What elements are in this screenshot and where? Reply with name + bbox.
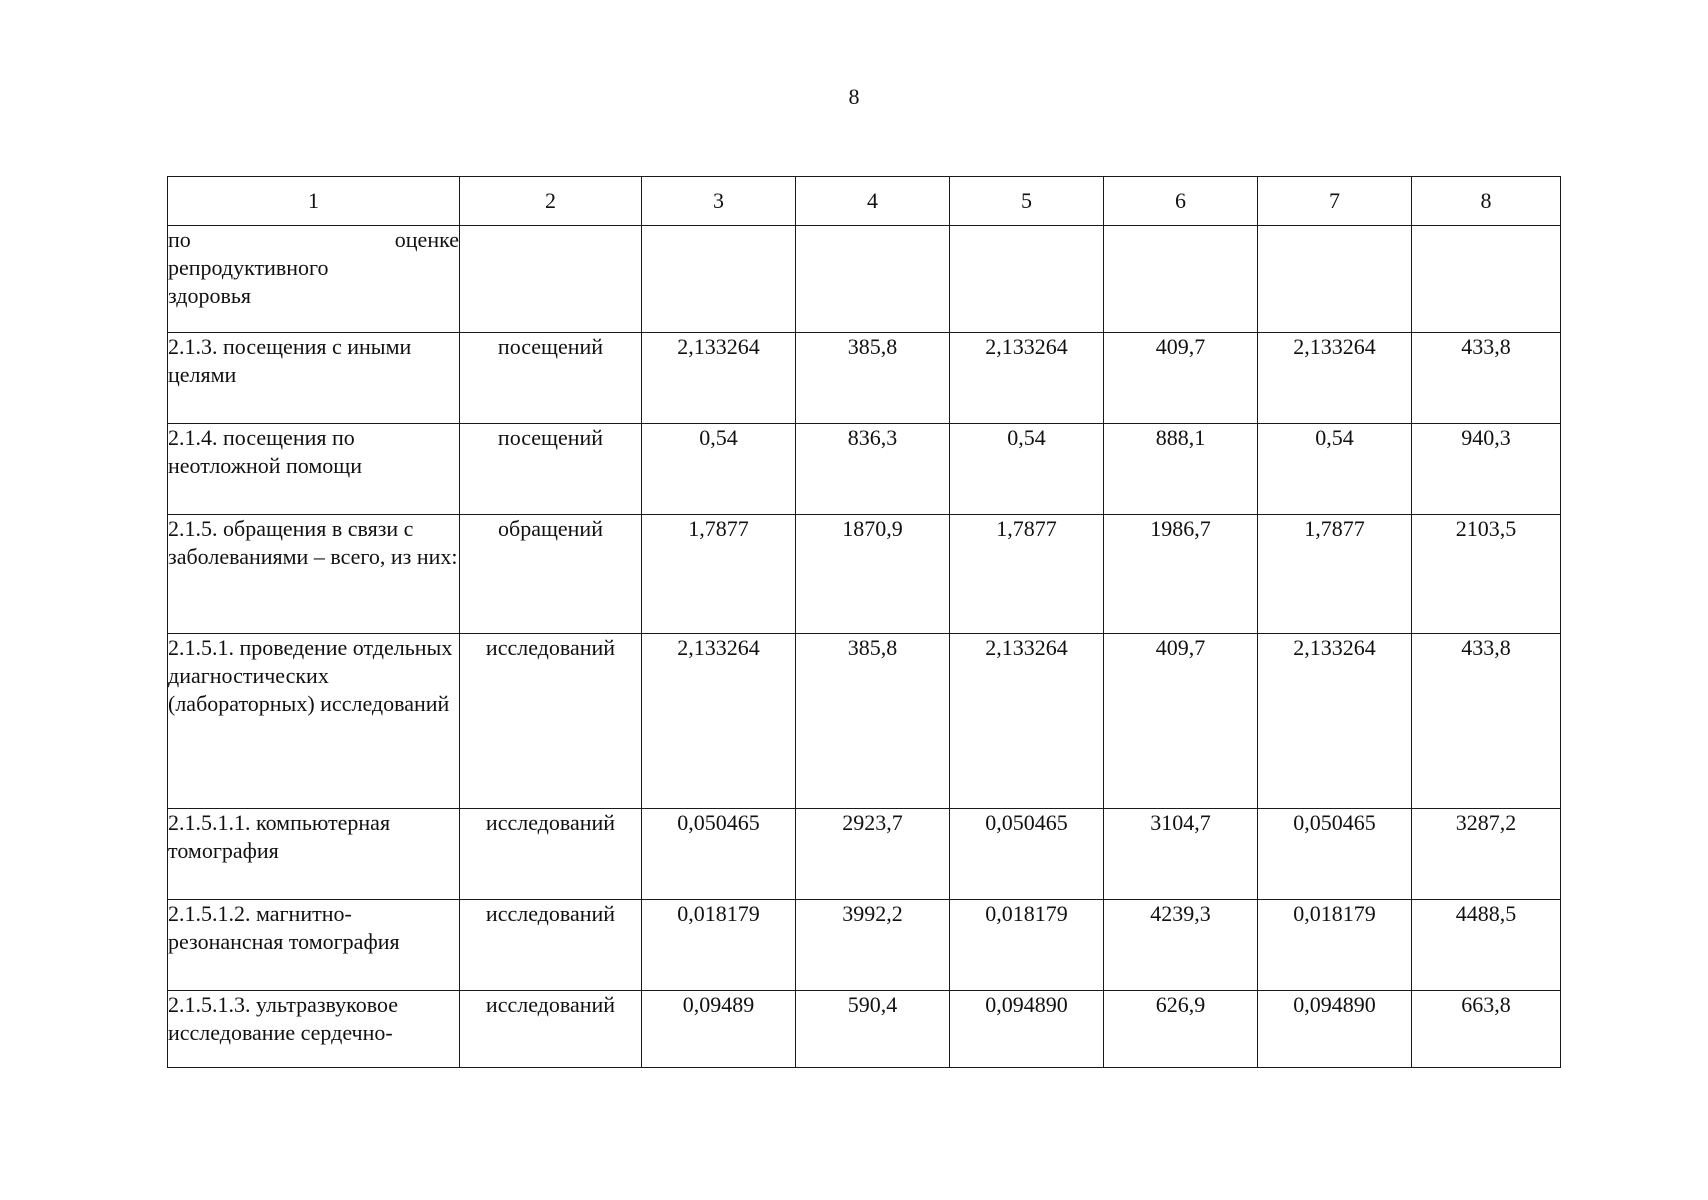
page-number: 8	[848, 84, 860, 109]
row-name-cell: 2.1.4. посещения по неотложной помощи	[168, 424, 460, 515]
row-value-cell: 0,094890	[1258, 991, 1412, 1068]
table-row	[168, 991, 1561, 1068]
row-unit-cell: исследований	[460, 809, 642, 900]
row-value-cell: 3992,2	[796, 900, 950, 991]
row-value-cell: 0,54	[1258, 424, 1412, 515]
row-name-cell: 2.1.5. обращения в связи с заболеваниями – всего, из них:	[168, 515, 460, 634]
row-value-cell: 836,3	[796, 424, 950, 515]
row-value-cell: 433,8	[1412, 333, 1561, 424]
row-name-cell: 2.1.5.1. проведение отдельных диагностических (лабораторных) исследований	[168, 634, 460, 809]
row-value-cell: 0,09489	[642, 991, 796, 1068]
row-value-cell: 626,9	[1104, 991, 1258, 1068]
row-value-cell: 0,050465	[1258, 809, 1412, 900]
row-value-cell	[950, 226, 1104, 333]
row-name-cell: 2.1.5.1.3. ультразвуковое исследование сердечно-	[168, 991, 460, 1068]
row-value-cell: 385,8	[796, 333, 950, 424]
row-unit-cell	[460, 226, 642, 333]
row-value-cell: 4239,3	[1104, 900, 1258, 991]
row-value-cell: 409,7	[1104, 634, 1258, 809]
row-value-cell: 0,54	[950, 424, 1104, 515]
table-row	[168, 900, 1561, 991]
row-value-cell: 2,133264	[950, 634, 1104, 809]
column-header-8: 8	[1412, 177, 1561, 226]
row-value-cell: 2923,7	[796, 809, 950, 900]
row-value-cell	[1412, 226, 1561, 333]
table-row	[168, 634, 1561, 809]
column-header-3: 3	[642, 177, 796, 226]
row-value-cell: 433,8	[1412, 634, 1561, 809]
row-unit-cell: исследований	[460, 900, 642, 991]
row-value-cell: 4488,5	[1412, 900, 1561, 991]
table-row	[168, 226, 1561, 333]
row-value-cell: 2103,5	[1412, 515, 1561, 634]
row-value-cell: 2,133264	[642, 634, 796, 809]
row-value-cell: 590,4	[796, 991, 950, 1068]
column-header-5: 5	[950, 177, 1104, 226]
row-name-word: по	[168, 227, 191, 252]
row-unit-cell: посещений	[460, 333, 642, 424]
row-value-cell: 385,8	[796, 634, 950, 809]
row-name-cell: 2.1.5.1.2. магнитно-резонансная томография	[168, 900, 460, 991]
column-header-4: 4	[796, 177, 950, 226]
row-name-rest: репродуктивного здоровья	[168, 255, 329, 308]
row-value-cell: 2,133264	[950, 333, 1104, 424]
row-value-cell: 409,7	[1104, 333, 1258, 424]
row-value-cell: 3287,2	[1412, 809, 1561, 900]
row-unit-cell: исследований	[460, 634, 642, 809]
row-value-cell	[796, 226, 950, 333]
row-name-first-line	[168, 226, 459, 254]
row-value-cell: 3104,7	[1104, 809, 1258, 900]
row-value-cell: 940,3	[1412, 424, 1561, 515]
row-name-cell	[168, 226, 460, 333]
row-value-cell	[642, 226, 796, 333]
tariff-table	[167, 176, 1561, 1068]
table-row	[168, 515, 1561, 634]
table-row	[168, 424, 1561, 515]
table-row	[168, 809, 1561, 900]
row-value-cell: 663,8	[1412, 991, 1561, 1068]
header-row	[168, 177, 1561, 226]
row-value-cell	[1104, 226, 1258, 333]
column-header-7: 7	[1258, 177, 1412, 226]
row-value-cell: 1,7877	[950, 515, 1104, 634]
row-name-word: оценке	[394, 227, 459, 252]
row-unit-cell: обращений	[460, 515, 642, 634]
column-header-6: 6	[1104, 177, 1258, 226]
row-value-cell	[1258, 226, 1412, 333]
row-value-cell: 0,54	[642, 424, 796, 515]
row-value-cell: 0,094890	[950, 991, 1104, 1068]
column-header-2: 2	[460, 177, 642, 226]
column-header-1: 1	[168, 177, 460, 226]
row-value-cell: 0,018179	[950, 900, 1104, 991]
row-value-cell: 888,1	[1104, 424, 1258, 515]
row-value-cell: 1986,7	[1104, 515, 1258, 634]
row-value-cell: 0,018179	[642, 900, 796, 991]
row-value-cell: 0,018179	[1258, 900, 1412, 991]
row-value-cell: 0,050465	[642, 809, 796, 900]
row-unit-cell: посещений	[460, 424, 642, 515]
table-row	[168, 333, 1561, 424]
row-value-cell: 2,133264	[642, 333, 796, 424]
row-value-cell: 1,7877	[1258, 515, 1412, 634]
row-name-cell: 2.1.3. посещения с иными целями	[168, 333, 460, 424]
row-value-cell: 2,133264	[1258, 634, 1412, 809]
row-unit-cell: исследований	[460, 991, 642, 1068]
row-value-cell: 2,133264	[1258, 333, 1412, 424]
row-name-cell: 2.1.5.1.1. компьютерная томография	[168, 809, 460, 900]
row-value-cell: 1870,9	[796, 515, 950, 634]
row-value-cell: 1,7877	[642, 515, 796, 634]
row-value-cell: 0,050465	[950, 809, 1104, 900]
